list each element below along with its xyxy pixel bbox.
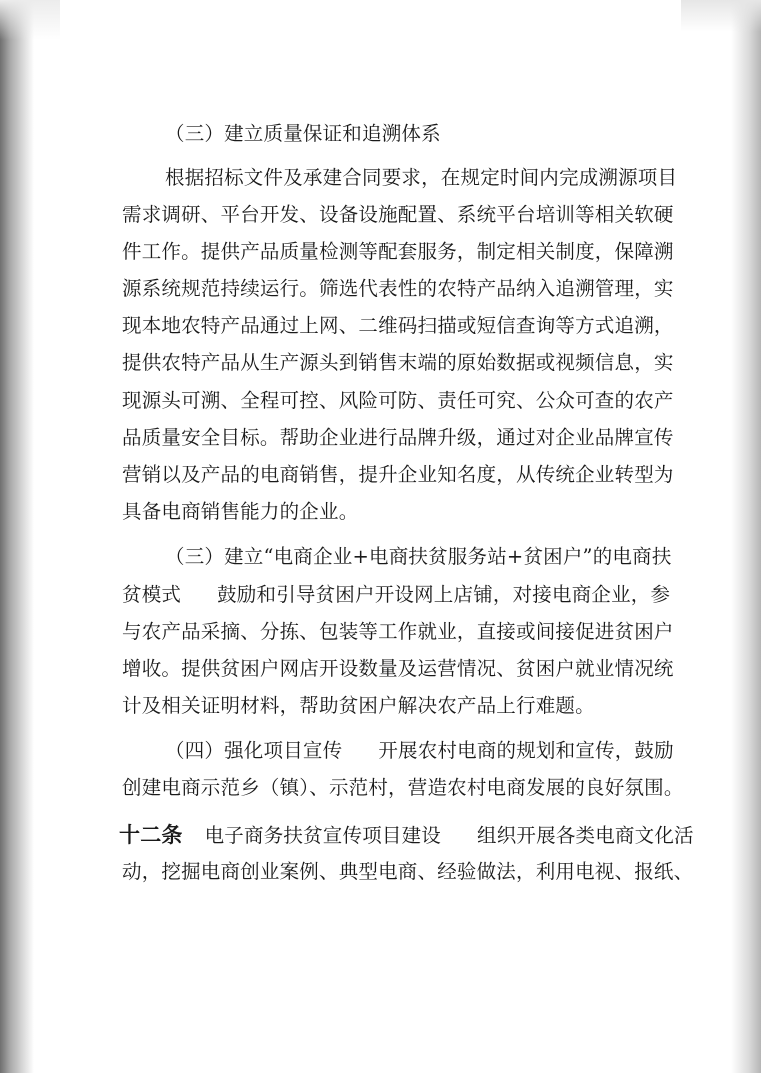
paragraph-line bbox=[122, 389, 674, 413]
paragraph-line bbox=[122, 583, 670, 607]
paragraph-line bbox=[122, 351, 674, 375]
text-line: 品质量安全目标。帮助企业进行品牌升级，通过对企业品牌宣传 bbox=[122, 426, 674, 449]
text-line: 与农产品采摘、分拣、包装等工作就业，直接或间接促进贫困户 bbox=[122, 620, 674, 643]
text-line: 创建电商示范乡（镇）、示范村，营造农村电商发展的良好氛围。 bbox=[122, 776, 684, 799]
inline-heading: 电子商务扶贫宣传项目建设 bbox=[204, 824, 442, 847]
inline-heading: 贫模式 bbox=[122, 583, 182, 606]
text-line: 计及相关证明材料，帮助贫困户解决农产品上行难题。 bbox=[122, 694, 595, 717]
text-line: 件工作。提供产品质量检测等配套服务，制定相关制度，保障溯 bbox=[122, 240, 674, 263]
text-line: 营销以及产品的电商销售，提升企业知名度，从传统企业转型为 bbox=[122, 463, 674, 486]
article-number: 十二条 bbox=[119, 822, 183, 847]
left-top-shading bbox=[0, 0, 60, 40]
paragraph-line bbox=[122, 694, 595, 718]
paragraph-line bbox=[122, 860, 693, 884]
section-heading-publicity bbox=[165, 739, 674, 763]
text-line: 现源头可溯、全程可控、风险可防、责任可究、公众可查的农产 bbox=[122, 389, 674, 412]
text-line: 开展农村电商的规划和宣传，鼓励 bbox=[378, 739, 674, 762]
text-line: 动，挖掘电商创业案例、典型电商、经验做法，利用电视、报纸、 bbox=[122, 860, 694, 883]
paragraph-line bbox=[122, 657, 674, 681]
paragraph-line bbox=[165, 166, 677, 190]
paragraph-line bbox=[122, 776, 684, 800]
text-line: 提供农特产品从生产源头到销售末端的原始数据或视频信息，实 bbox=[122, 351, 674, 374]
paragraph-line bbox=[122, 463, 674, 487]
left-page-shadow bbox=[0, 0, 34, 1073]
paragraph-line bbox=[122, 620, 674, 644]
right-page-shadow bbox=[731, 0, 761, 1073]
right-top-shading bbox=[681, 0, 761, 32]
paragraph-line bbox=[122, 240, 674, 264]
text-line: 组织开展各类电商文化活 bbox=[477, 824, 694, 847]
text-line: 现本地农特产品通过上网、二维码扫描或短信查询等方式追溯， bbox=[122, 314, 674, 337]
section-heading-quality bbox=[165, 122, 441, 146]
paragraph-line bbox=[122, 314, 674, 338]
inline-heading: （四）强化项目宣传 bbox=[165, 739, 343, 762]
text-line: 鼓励和引导贫困户开设网上店铺，对接电商企业，参 bbox=[217, 583, 671, 606]
text-line: 需求调研、平台开发、设备设施配置、系统平台培训等相关软硬 bbox=[122, 203, 674, 226]
text-line: 源系统规范持续运行。筛选代表性的农特产品纳入追溯管理，实 bbox=[122, 277, 674, 300]
text-line: （三）建立“电商企业+电商扶贫服务站+贫困户”的电商扶 bbox=[165, 545, 672, 568]
paragraph-line bbox=[122, 426, 674, 450]
paragraph-line bbox=[122, 277, 674, 301]
text-line: 增收。提供贫困户网店开设数量及运营情况、贫困户就业情况统 bbox=[122, 657, 674, 680]
text-line: 具备电商销售能力的企业。 bbox=[122, 500, 359, 523]
paragraph-line bbox=[122, 500, 358, 524]
text-line: （三）建立质量保证和追溯体系 bbox=[165, 122, 441, 145]
paragraph-line bbox=[122, 203, 674, 227]
article-heading bbox=[119, 823, 694, 848]
text-line: 根据招标文件及承建合同要求，在规定时间内完成溯源项目 bbox=[165, 166, 678, 189]
section-heading-poverty-model bbox=[165, 545, 672, 569]
